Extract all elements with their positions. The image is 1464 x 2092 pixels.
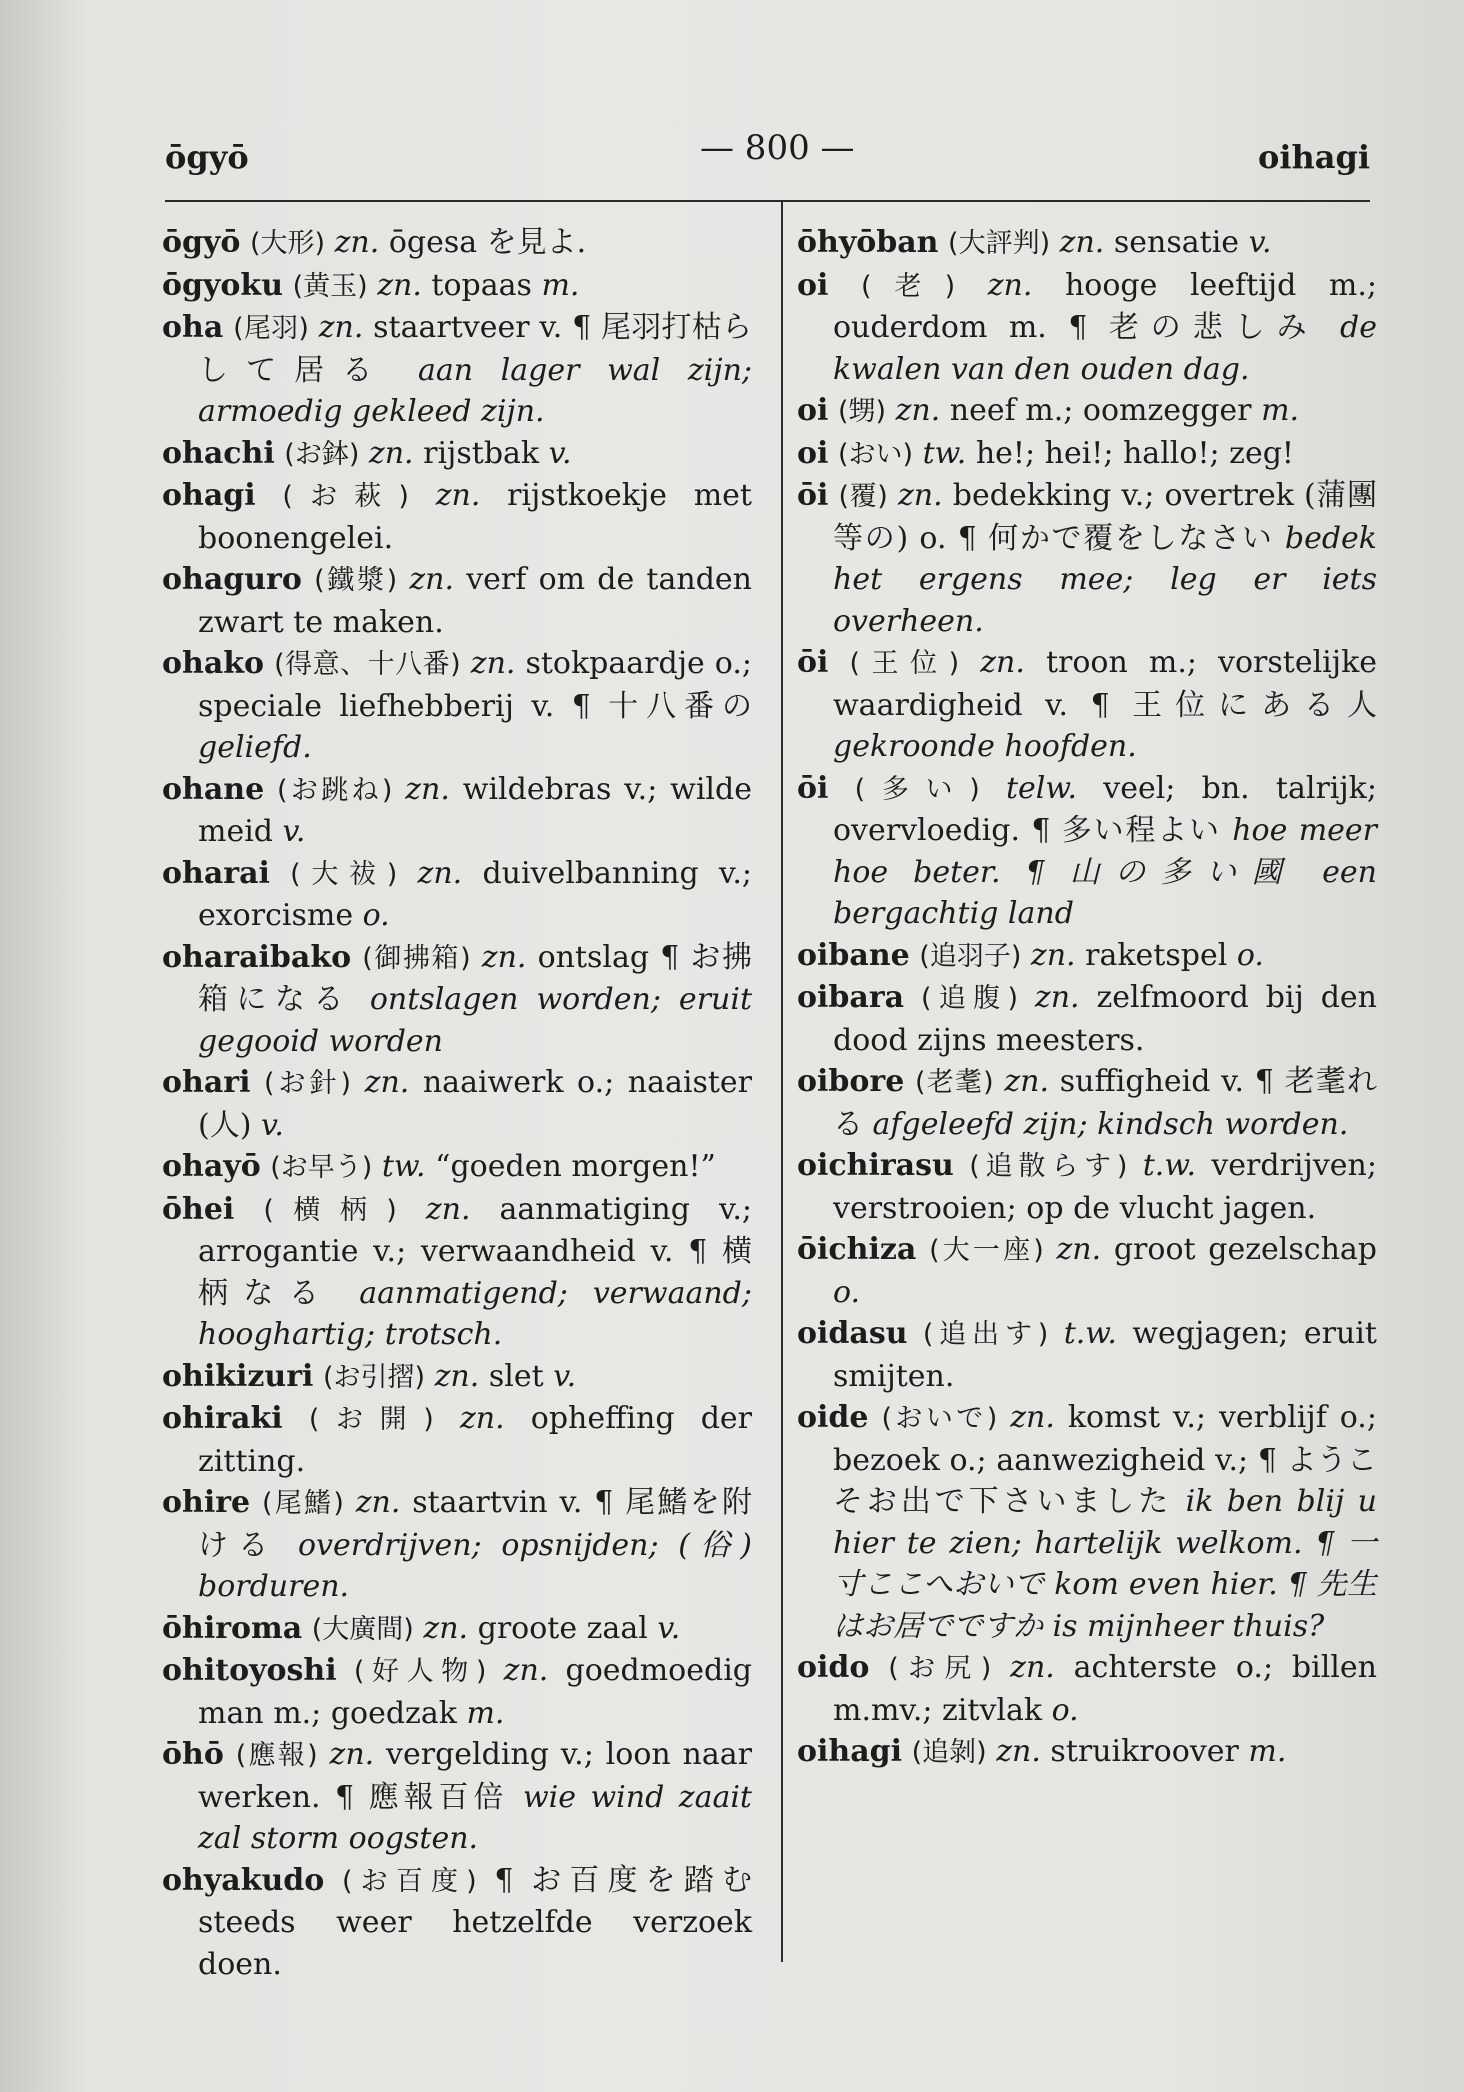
headword: oibore (797, 1064, 905, 1099)
dictionary-entry (162, 937, 752, 1063)
headword: ōhei (162, 1191, 235, 1227)
italic-gloss: geliefd. (198, 730, 312, 765)
definition: groote zaal (477, 1610, 648, 1646)
headword: oido (797, 1650, 870, 1685)
definition: wegjagen; eruit smijten. (833, 1316, 1377, 1394)
headword: ōi (797, 478, 829, 513)
headword: ōichiza (797, 1232, 917, 1267)
dictionary-entry (162, 1650, 752, 1734)
column-divider (781, 202, 783, 1962)
dictionary-entry (797, 935, 1377, 978)
definition: neef m.; oomzegger (949, 393, 1252, 428)
dictionary-entry (162, 475, 752, 559)
italic-gloss: aan lager wal zijn; armoedig gekleed zijn. (198, 352, 752, 429)
right-guide-word: oihagi (1257, 138, 1370, 176)
part-of-speech: zn. (1010, 1400, 1055, 1435)
part-of-speech: zn. (364, 1065, 410, 1100)
dictionary-entry (797, 433, 1377, 476)
definition: rijstkoekje met boonengelei. (198, 478, 752, 556)
headword: oi (797, 393, 829, 428)
dictionary-entry (797, 1313, 1377, 1397)
part-of-speech: zn. (470, 646, 516, 681)
right-column (797, 222, 1377, 1774)
italic-gloss: hoe meer hoe beter. ¶ 山の多い國 een bergachtig land (833, 813, 1377, 931)
headword: oide (797, 1400, 869, 1435)
headword: ohiraki (162, 1401, 283, 1436)
italic-gloss: gekroonde hoofden. (833, 729, 1137, 764)
part-of-speech: telw. (1005, 770, 1078, 806)
kanji-form: (追羽子) (919, 940, 1022, 972)
kanji-form: (大形) (249, 228, 326, 259)
part-of-speech: tw. (922, 435, 967, 471)
dictionary-entry (797, 977, 1377, 1061)
part-of-speech: zn. (1059, 225, 1105, 260)
part-of-speech: zn. (1056, 1232, 1102, 1267)
definition: he!; hei!; hallo!; zeg! (975, 435, 1294, 471)
kanji-form: (お鉢) (284, 438, 360, 470)
headword: oihagi (797, 1734, 903, 1769)
dictionary-entry (797, 390, 1377, 433)
kanji-form: (追散らす) (969, 1151, 1128, 1182)
kanji-form: (鐵漿) (314, 565, 398, 596)
headword: ōgyoku (162, 267, 284, 303)
kanji-form: (得意、十八番) (274, 649, 461, 680)
kanji-form: (好人物) (353, 1656, 487, 1687)
definition: struikroover (1050, 1734, 1239, 1769)
dictionary-entry (162, 1482, 752, 1608)
part-of-speech: zn. (895, 393, 941, 428)
definition: rijstbak (423, 435, 540, 471)
dictionary-entry (162, 643, 752, 769)
kanji-form: (黄玉) (292, 270, 368, 302)
headword: ohari (162, 1065, 251, 1100)
italic-gloss: m. (1248, 1734, 1287, 1769)
headword: oha (162, 310, 224, 345)
kanji-form: (大廣間) (311, 1613, 414, 1645)
part-of-speech: zn. (503, 1653, 549, 1688)
definition: bedekking v.; overtrek (蒲團等の) o. ¶ 何かで覆をしなさい (833, 478, 1377, 556)
definition: zelfmoord bij den dood zijns meesters. (833, 980, 1377, 1058)
left-column (162, 222, 752, 1985)
definition: “goeden morgen!” (435, 1149, 716, 1184)
headword: oichirasu (797, 1148, 954, 1183)
italic-gloss: m. (541, 267, 580, 303)
dictionary-entry (162, 1860, 752, 1986)
definition: suffigheid v. ¶ 老耄れる (833, 1064, 1377, 1142)
italic-gloss: m. (1261, 393, 1300, 428)
dictionary-entry (162, 307, 752, 433)
headword: ohyakudo (162, 1862, 325, 1898)
italic-gloss: o. (362, 898, 390, 933)
italic-gloss: m. (466, 1695, 505, 1731)
kanji-form: (おい) (837, 438, 914, 470)
headword: ōi (797, 645, 829, 680)
definition: hooge leeftijd m.; ouderdom m. ¶ 老の悲しみ (833, 267, 1377, 345)
headword: oharaibako (162, 939, 352, 975)
part-of-speech: tw. (381, 1149, 426, 1184)
italic-gloss: de kwalen van den ouden dag. (833, 310, 1377, 387)
part-of-speech: zn. (980, 645, 1025, 680)
headword: oharai (162, 855, 270, 891)
definition: naaiwerk o.; naaister (人) (198, 1065, 752, 1143)
dictionary-entry (797, 1647, 1377, 1731)
headword: ohako (162, 646, 265, 681)
italic-gloss: bedek het ergens mee; leg er iets overheen. (833, 520, 1377, 639)
headword: ōi (797, 770, 829, 806)
definition: verf om de tanden zwart te maken. (198, 562, 752, 640)
dictionary-entry (797, 1731, 1377, 1774)
definition: wildebras v.; wilde meid (198, 771, 752, 849)
headword: ohagi (162, 478, 256, 513)
headword: ōgyō (162, 225, 241, 260)
page-number: — 800 — (700, 128, 855, 168)
definition: vergelding v.; loon naar werken. ¶ 應報百倍 (198, 1737, 752, 1815)
italic-gloss: wie wind zaait zal storm oogsten. (198, 1779, 752, 1856)
headword: ohaguro (162, 562, 302, 597)
kanji-form: (横柄) (263, 1194, 397, 1226)
left-guide-word: ōgyō (165, 138, 249, 176)
dictionary-entry (162, 1734, 752, 1860)
kanji-form: (お跳ね) (277, 774, 393, 806)
part-of-speech: zn. (1030, 937, 1076, 973)
dictionary-entry (797, 642, 1377, 768)
headword: ohane (162, 771, 265, 807)
definition: komst v.; verblijf o.; bezoek o.; aanwezigheid v.; ¶ ようこそお出で下さいました (833, 1400, 1377, 1519)
italic-gloss: overdrijven; opsnijden; (俗) borduren. (198, 1527, 752, 1604)
dictionary-entry (797, 1061, 1377, 1145)
italic-gloss: ik ben blij u hier te zien; hartelijk welkom. ¶ 一寸ここへおいで kom even hier. ¶ 先生はお居でですか is mijnheer thuis? (833, 1484, 1377, 1644)
dictionary-entry (162, 1356, 752, 1399)
definition: troon m.; vorstelijke waardigheid v. ¶ 王位にある人 (833, 645, 1378, 723)
headword: ohikizuri (162, 1358, 314, 1394)
headword: oi (797, 267, 829, 303)
dictionary-entry (797, 222, 1377, 265)
headword: oibara (797, 980, 905, 1015)
italic-gloss: o. (1051, 1692, 1079, 1728)
italic-gloss: ontslagen worden; eruit gegooid worden (198, 982, 753, 1059)
part-of-speech: zn. (897, 478, 943, 513)
part-of-speech: zn. (329, 1737, 375, 1772)
part-of-speech: zn. (1004, 1064, 1050, 1099)
part-of-speech: zn. (1034, 980, 1080, 1015)
part-of-speech: zn. (434, 1358, 480, 1394)
dictionary-entry (162, 769, 752, 853)
part-of-speech: zn. (987, 267, 1033, 303)
dictionary-entry (162, 265, 752, 308)
part-of-speech: zn. (435, 478, 481, 513)
dictionary-entry (162, 1398, 752, 1482)
part-of-speech: zn. (318, 310, 364, 345)
kanji-form: (尾羽) (233, 313, 309, 344)
definition: ōgesa を見よ. (388, 225, 587, 260)
italic-gloss: o. (833, 1274, 861, 1310)
dictionary-entry (797, 1397, 1377, 1647)
header-rule (165, 200, 1370, 202)
part-of-speech: zn. (409, 562, 455, 597)
headword: oidasu (797, 1316, 908, 1351)
dictionary-entry (162, 853, 752, 937)
definition: veel; bn. talrijk; overvloedig. ¶ 多い程よい (833, 770, 1377, 848)
kanji-form: (お萩) (282, 481, 409, 512)
dictionary-entry (797, 1229, 1377, 1313)
headword: ohire (162, 1485, 251, 1520)
part-of-speech: zn. (1010, 1650, 1055, 1685)
headword: ohitoyoshi (162, 1653, 337, 1688)
dictionary-entry (797, 768, 1377, 935)
kanji-form: (お引摺) (323, 1361, 426, 1393)
definition: aanmatiging v.; arrogantie v.; verwaandheid v. ¶ 横柄なる (198, 1191, 752, 1311)
definition: ¶ お百度を踏む steeds weer hetzelfde verzoek doen. (198, 1862, 752, 1982)
kanji-form: (大評判) (948, 228, 1051, 259)
italic-gloss: afgeleefd zijn; kindsch worden. (872, 1106, 1349, 1142)
kanji-form: (多い) (854, 773, 980, 805)
part-of-speech: zn. (377, 267, 422, 303)
kanji-form: (お針) (264, 1068, 352, 1099)
italic-gloss: v. (1248, 225, 1272, 260)
italic-gloss: v. (553, 1358, 577, 1394)
definition: stokpaardje o.; speciale liefhebberij v. ¶ 十八番の (198, 646, 752, 724)
definition: ontslag ¶ お拂箱になる (198, 939, 752, 1017)
part-of-speech: zn. (355, 1485, 401, 1520)
kanji-form: (お開) (308, 1404, 434, 1435)
part-of-speech: zn. (405, 771, 450, 807)
part-of-speech: zn. (423, 1610, 469, 1646)
definition: raketspel (1085, 937, 1228, 973)
kanji-form: (おいで) (881, 1403, 998, 1434)
italic-gloss: o. (1236, 937, 1264, 973)
part-of-speech: zn. (417, 855, 463, 891)
definition: opheffing der zitting. (198, 1401, 753, 1479)
dictionary-entry (162, 1146, 752, 1189)
definition: verdrijven; verstrooien; op de vlucht jagen. (833, 1148, 1377, 1226)
dictionary-entry (797, 475, 1377, 642)
part-of-speech: zn. (481, 939, 527, 975)
running-head (160, 128, 1370, 178)
italic-gloss: v. (548, 435, 572, 471)
kanji-form: (追腹) (920, 983, 1019, 1014)
part-of-speech: zn. (368, 435, 414, 471)
definition: duivelbanning v.; exorcisme (198, 855, 752, 933)
headword: ōhyōban (797, 225, 939, 260)
dictionary-entry (162, 1608, 752, 1651)
part-of-speech: zn. (425, 1191, 471, 1227)
headword: ōhiroma (162, 1610, 303, 1646)
part-of-speech: zn. (459, 1401, 505, 1436)
kanji-form: (大一座) (929, 1235, 1044, 1266)
dictionary-entry (162, 1189, 752, 1356)
kanji-form: (尾鰭) (261, 1488, 344, 1519)
kanji-form: (お尻) (888, 1653, 992, 1684)
part-of-speech: zn. (996, 1734, 1041, 1769)
italic-gloss: aanmatigend; verwaand; hooghartig; trotsch. (198, 1275, 752, 1352)
kanji-form: (お早う) (270, 1152, 373, 1183)
kanji-form: (追出す) (922, 1319, 1049, 1350)
dictionary-entry (162, 433, 752, 476)
kanji-form: (覆) (838, 481, 888, 512)
kanji-form: (老) (860, 270, 956, 302)
dictionary-entry (797, 1145, 1377, 1229)
headword: oibane (797, 937, 910, 973)
dictionary-entry (162, 559, 752, 643)
italic-gloss: v. (282, 814, 306, 849)
definition: staartvin v. ¶ 尾鰭を附ける (198, 1485, 752, 1563)
kanji-form: (甥) (837, 396, 887, 427)
definition: sensatie (1113, 225, 1240, 260)
kanji-form: (御拂箱) (362, 942, 471, 974)
kanji-form: (大祓) (290, 858, 398, 890)
definition: goedmoedig man m.; goedzak (198, 1653, 752, 1731)
headword: ohachi (162, 435, 275, 471)
dictionary-entry (162, 222, 752, 265)
italic-gloss: v. (260, 1107, 284, 1143)
definition: topaas (431, 267, 532, 303)
part-of-speech: t.w. (1142, 1148, 1196, 1183)
headword: oi (797, 435, 829, 471)
headword: ohayō (162, 1149, 261, 1184)
kanji-form: (應報) (235, 1740, 318, 1771)
definition: slet (488, 1358, 544, 1394)
kanji-form: (王位) (849, 648, 960, 679)
headword: ōhō (162, 1737, 224, 1772)
kanji-form: (老耄) (915, 1067, 994, 1098)
definition: groot gezelschap (1113, 1232, 1377, 1267)
kanji-form: (追剝) (911, 1737, 987, 1768)
italic-gloss: v. (657, 1610, 681, 1646)
dictionary-entry (162, 1062, 752, 1146)
kanji-form: (お百度) (341, 1865, 477, 1897)
dictionary-entry (797, 265, 1377, 391)
definition: staartveer v. ¶ 尾羽打枯らして居る (198, 310, 752, 388)
part-of-speech: zn. (334, 225, 380, 260)
definition: achterste o.; billen m.mv.; zitvlak (833, 1650, 1377, 1728)
part-of-speech: t.w. (1063, 1316, 1117, 1351)
